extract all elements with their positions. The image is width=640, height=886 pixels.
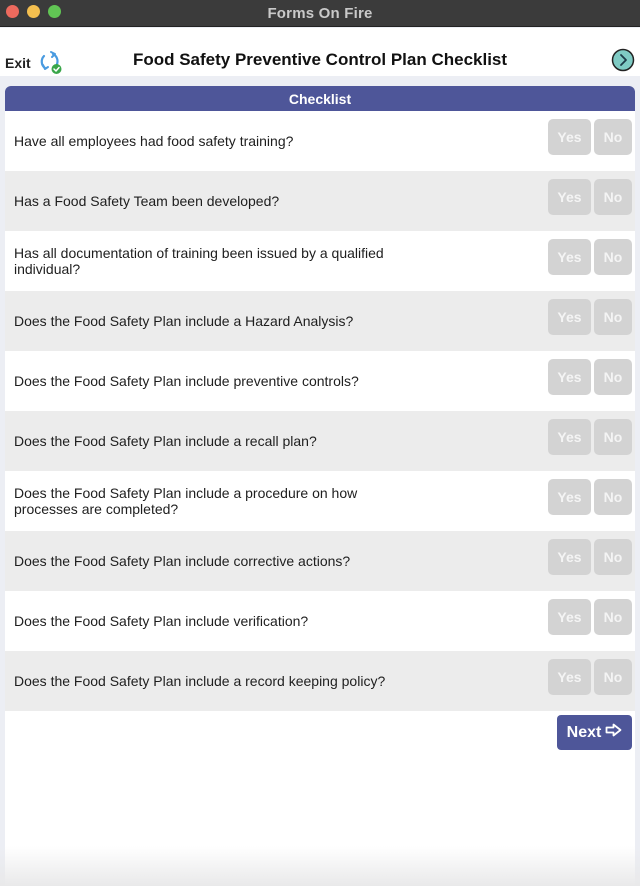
question-text: Have all employees had food safety training? [14,133,294,149]
answer-group [548,479,632,515]
checklist-row [5,111,635,171]
question-text: Does the Food Safety Plan include verification? [14,613,309,629]
yes-button[interactable]: Yes [548,539,591,575]
window-controls [6,5,61,18]
no-button[interactable]: No [594,479,632,515]
no-button[interactable]: No [594,239,632,275]
no-button[interactable]: No [594,119,632,155]
yes-button[interactable]: Yes [548,119,591,155]
yes-button[interactable]: Yes [548,359,591,395]
section-title: Checklist [288,90,352,107]
answer-group [548,299,632,335]
question-text: Does the Food Safety Plan include a recall plan? [14,433,317,449]
yes-button[interactable]: Yes [548,419,591,455]
checklist-row [5,231,635,291]
minimize-window-button[interactable] [27,5,40,18]
arrow-right-outline-icon [605,723,622,742]
yes-button[interactable]: Yes [548,239,591,275]
no-button[interactable]: No [594,179,632,215]
chevron-right-circle-icon[interactable] [611,48,635,72]
answer-group [548,599,632,635]
question-text: Does the Food Safety Plan include corrective actions? [14,553,351,569]
no-button[interactable]: No [594,539,632,575]
form-header [0,28,640,76]
section-header [5,86,635,111]
question-text: Does the Food Safety Plan include a procedure on how processes are completed? [14,485,358,517]
form-title: Food Safety Preventive Control Plan Checklist [132,50,508,69]
yes-button[interactable]: Yes [548,599,591,635]
question-text: Does the Food Safety Plan include preventive controls? [14,373,359,389]
next-label: Next [566,723,602,741]
window-titlebar [0,0,640,27]
answer-group [548,179,632,215]
checklist-row [5,351,635,411]
no-button[interactable]: No [594,359,632,395]
no-button[interactable]: No [594,659,632,695]
no-button[interactable]: No [594,419,632,455]
question-text: Does the Food Safety Plan include a record keeping policy? [14,673,386,689]
no-button[interactable]: No [594,299,632,335]
answer-group [548,359,632,395]
yes-button[interactable]: Yes [548,299,591,335]
close-window-button[interactable] [6,5,19,18]
next-button[interactable] [557,715,632,750]
checklist-row [5,651,635,711]
answer-group [548,419,632,455]
yes-button[interactable]: Yes [548,659,591,695]
no-button[interactable]: No [594,599,632,635]
checklist-row [5,531,635,591]
checklist-row [5,471,635,531]
question-text: Does the Food Safety Plan include a Hazard Analysis? [14,313,354,329]
checklist-row [5,411,635,471]
answer-group [548,119,632,155]
maximize-window-button[interactable] [48,5,61,18]
answer-group [548,539,632,575]
question-text: Has all documentation of training been issued by a qualified individual? [14,245,384,277]
checklist-row [5,171,635,231]
question-text: Has a Food Safety Team been developed? [14,193,280,209]
yes-button[interactable]: Yes [548,479,591,515]
app-title: Forms On Fire [267,4,373,22]
exit-label: Exit [5,55,31,71]
checklist-row [5,591,635,651]
checklist-row [5,291,635,351]
answer-group [548,659,632,695]
answer-group [548,239,632,275]
yes-button[interactable]: Yes [548,179,591,215]
bottom-fade [0,846,640,886]
checklist-panel [5,86,635,886]
